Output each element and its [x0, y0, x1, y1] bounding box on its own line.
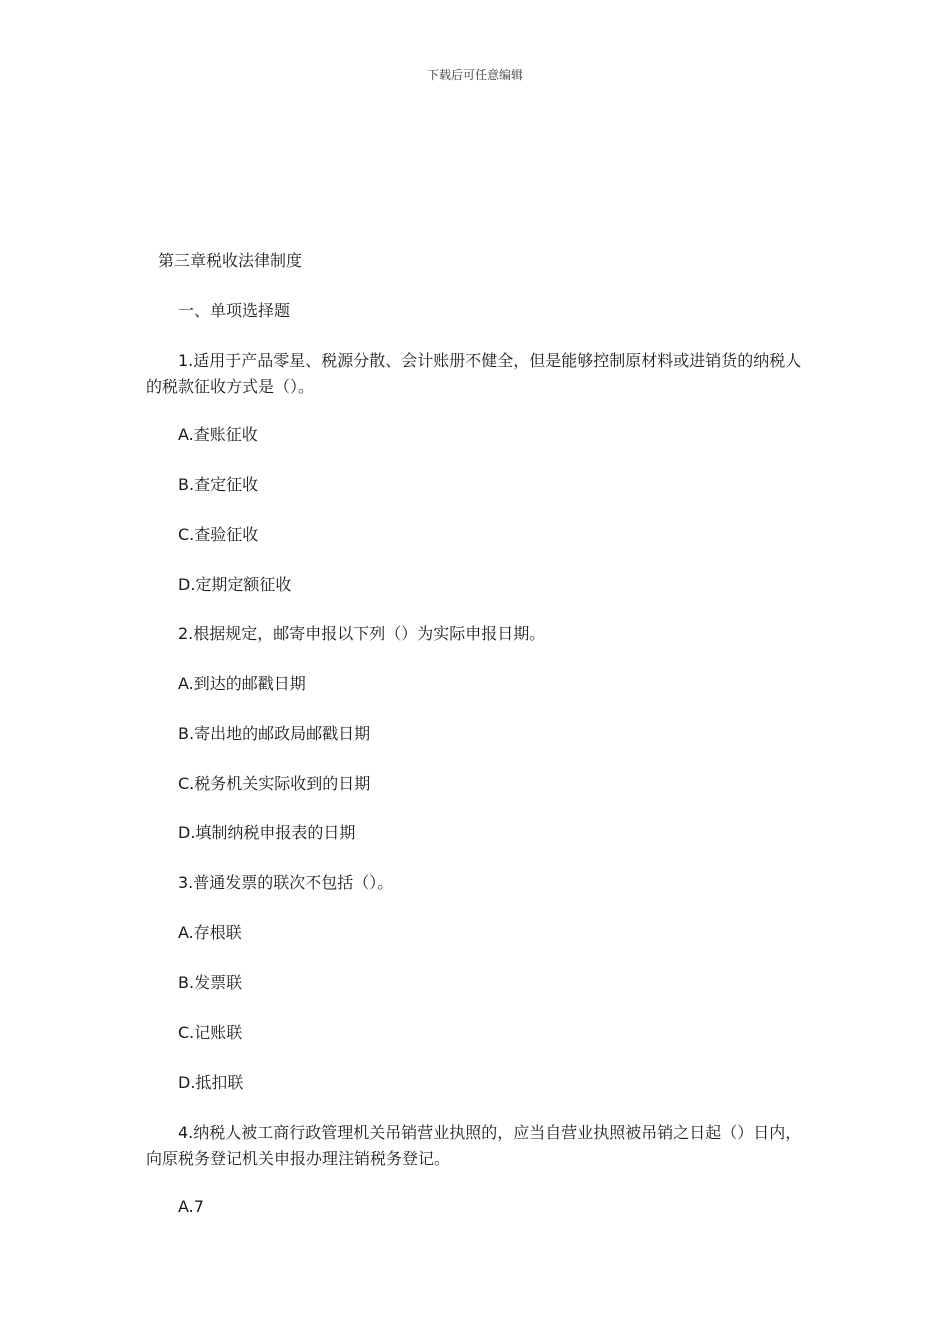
question-3-option-d: D.抵扣联 [178, 1073, 244, 1092]
question-1-option-d: D.定期定额征收 [178, 575, 292, 594]
question-2-option-b: B.寄出地的邮政局邮戳日期 [178, 724, 371, 743]
question-4-option-a: A.7 [178, 1197, 204, 1216]
chapter-title: 第三章税收法律制度 [158, 251, 303, 270]
question-2-option-a: A.到达的邮戳日期 [178, 674, 306, 693]
question-4: 4.纳税人被工商行政管理机关吊销营业执照的，应当自营业执照被吊销之日起（）日内，向原税务登记机关申报办理注销税务登记。 [146, 1123, 802, 1168]
question-2: 2.根据规定，邮寄申报以下列（）为实际申报日期。 [178, 624, 546, 643]
question-1-option-c: C.查验征收 [178, 525, 259, 544]
question-2-option-c: C.税务机关实际收到的日期 [178, 774, 371, 793]
question-2-option-d: D.填制纳税申报表的日期 [178, 823, 356, 842]
section-title: 一、单项选择题 [178, 301, 291, 320]
question-3-option-c: C.记账联 [178, 1023, 243, 1042]
question-1-option-b: B.查定征收 [178, 475, 259, 494]
question-3: 3.普通发票的联次不包括（）。 [178, 873, 394, 892]
page-header-note: 下载后可任意编辑 [426, 68, 523, 82]
question-1-option-a: A.查账征收 [178, 425, 258, 444]
question-1: 1.适用于产品零星、税源分散、会计账册不健全，但是能够控制原材料或进销货的纳税人的税款征收方式是（）。 [146, 351, 802, 396]
question-3-option-b: B.发票联 [178, 973, 243, 992]
question-3-option-a: A.存根联 [178, 923, 242, 942]
